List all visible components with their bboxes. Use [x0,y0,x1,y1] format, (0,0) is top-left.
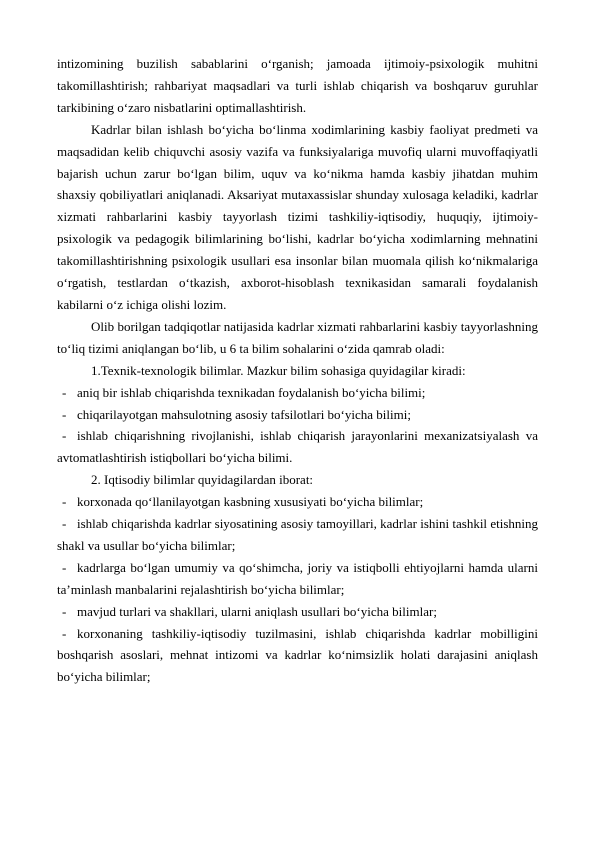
list-item-text: korxonada qo‘llanilayotgan kasbning xususiyati bo‘yicha bilimlar; [77,494,424,510]
list-item-text: chiqarilayotgan mahsulotning asosiy tafsilotlari bo‘yicha bilimi; [77,406,411,422]
heading-iqtisodiy: 2. Iqtisodiy bilimlar quyidagilardan iborat: [91,472,314,488]
list-bullet: - [62,494,67,510]
list-item-text: ishlab chiqarishda kadrlar siyosatining asosiy tamoyillari, kadrlar ishini tashkil etishning shakl va usullar bo‘yicha bilimlar; [57,516,538,553]
paragraph-kadrlar: Kadrlar bilan ishlash bo‘yicha bo‘linma xodimlarining kasbiy faoliyat predmeti va maqsadidan kelib chiquvchi asosiy vazifa va funksiyalariga muvofiq ularni muvoffaqiyatli bajarish uchun zarur bo‘lgan bilim, uquv va ko‘nikma hamda kasbiy jihatdan muhim shaxsiy qobiliyatlari aniqlanadi. Aksariyat mutaxassislar shunday xulosaga keladiki, kadrlar xizmati rahbarlarini kasbiy tayyorlash tizimi tashkiliy-iqtisodiy, huquqiy, ijtimoiy-psixologik va pedagogik bilimlarining bo‘lishi, kadrlar bo‘yicha xodimlarning mehnatini takomillashtirishning psixologik usullari esa insonlar bilan muomala qilish ko‘nikmalariga o‘rgatish, testlardan o‘tkazish, axborot-hisoblash texnikasidan samarali foydalanish kabilarni o‘z ichiga olishi lozim. [57,121,538,312]
list-bullet: - [62,603,67,619]
document-page [57,53,538,688]
list-item [57,557,538,601]
list-bullet: - [62,625,67,641]
list-bullet: - [62,406,67,422]
list-bullet: - [62,384,67,400]
list-item-text: aniq bir ishlab chiqarishda texnikadan foydalanish bo‘yicha bilimi; [77,384,426,400]
list-item [57,601,538,623]
paragraph-intro-continuation: intizomining buzilish sabablarini o‘rganish; jamoada ijtimoiy-psixologik muhitni takomillashtirish; rahbariyat maqsadlari va turli ishlab chiqarish va boshqaruv guruhlar tarkibining o‘zaro nisbatlarini optimallashtirish. [57,56,538,115]
list-bullet: - [62,428,67,444]
list-bullet: - [62,559,67,575]
list-item-text: korxonaning tashkiliy-iqtisodiy tuzilmasini, ishlab chiqarishda kadrlar mobilligini boshqarish asoslari, mehnat intizomi va kadrlar ko‘nimsizlik holati darajasini aniqlash bo‘yicha bilimlar; [57,625,538,685]
list-item-text: mavjud turlari va shakllari, ularni aniqlash usullari bo‘yicha bilimlar; [77,603,437,619]
list-bullet: - [62,516,67,532]
list-item [57,513,538,557]
list-item-text: kadrlarga bo‘lgan umumiy va qo‘shimcha, joriy va istiqbolli ehtiyojlarni hamda ularni ta’minlash manbalarini rejalashtirish bo‘yicha bilimlar; [57,559,538,597]
list-item [57,491,538,513]
paragraph-tadqiqotlar: Olib borilgan tadqiqotlar natijasida kadrlar xizmati rahbarlarini kasbiy tayyorlashning to‘liq tizimi aniqlangan bo‘lib, u 6 ta bilim sohalarini o‘zida qamrab oladi: [57,318,538,356]
heading-texnik-texnologik: 1.Texnik-texnologik bilimlar. Mazkur bilim sohasiga quyidagilar kiradi: [91,362,466,378]
list-item-text: ishlab chiqarishning rivojlanishi, ishlab chiqarish jarayonlarini mexanizatsiyalash va avtomatlashtirish istiqbollari bo‘yicha bilimi. [57,428,538,466]
list-item [57,425,538,469]
list-item [57,623,538,689]
list-item [57,404,538,426]
list-item [57,382,538,404]
